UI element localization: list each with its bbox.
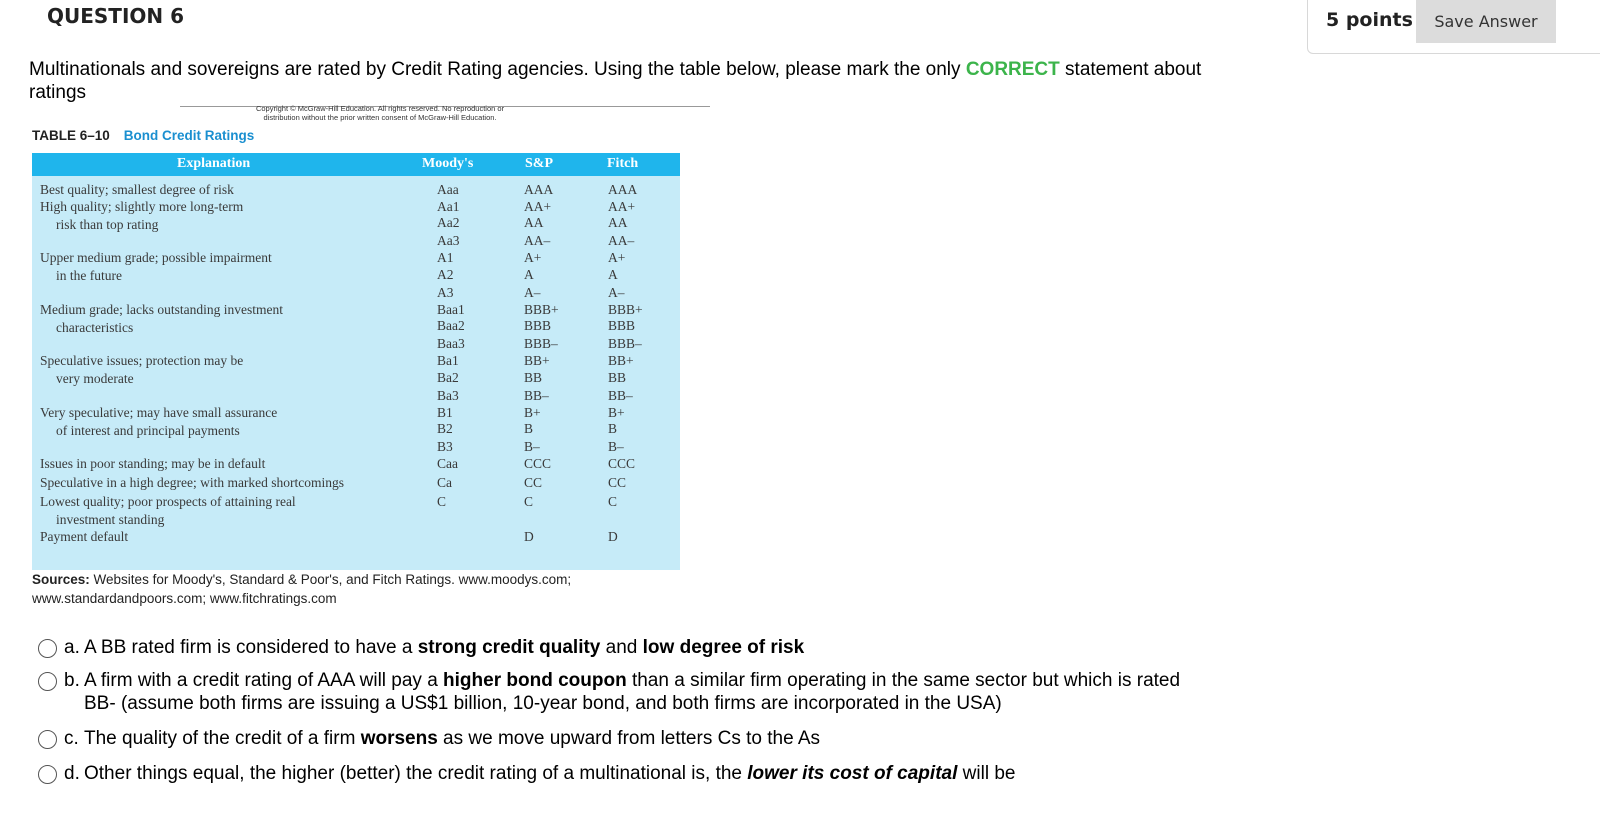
option-segment: The quality of the credit of a firm — [84, 728, 361, 749]
sp-rating: BBB– — [524, 336, 558, 351]
explanation-line: High quality; slightly more long-term — [40, 199, 244, 214]
option-letter: a. — [64, 637, 80, 658]
moodys-rating: Baa1 — [437, 302, 465, 317]
table-caption — [32, 128, 254, 143]
sp-rating: AA– — [524, 233, 551, 248]
moodys-rating: Ba3 — [437, 388, 459, 403]
option-letter: d. — [64, 763, 80, 784]
option-emphasis: lower its cost of capital — [747, 763, 958, 784]
radio-button[interactable] — [38, 672, 57, 691]
sp-rating: AAA — [524, 182, 554, 197]
moodys-rating: Baa2 — [437, 318, 465, 333]
fitch-rating: BBB– — [608, 336, 642, 351]
copyright-line-1: Copyright © McGraw-Hill Education. All rights reserved. No reproduction or — [255, 104, 505, 113]
fitch-rating: BB+ — [608, 353, 634, 368]
fitch-rating: B– — [608, 439, 624, 454]
sp-rating: C — [524, 494, 534, 509]
sp-rating: A– — [524, 285, 541, 300]
fitch-rating: BBB — [608, 318, 636, 333]
sources-line-1: Websites for Moody's, Standard & Poor's, and Fitch Ratings. www.moodys.com; — [93, 572, 572, 587]
prompt-highlight-correct: CORRECT — [965, 59, 1060, 80]
explanation-cell — [40, 404, 277, 440]
explanation-cell — [40, 474, 344, 492]
fitch-rating: AA– — [608, 233, 635, 248]
moodys-rating: B2 — [437, 421, 453, 436]
option-emphasis: low degree of risk — [642, 637, 805, 658]
option-text — [84, 727, 1194, 750]
option-segment: A BB rated firm is considered to have a — [84, 637, 418, 658]
sp-rating: D — [524, 529, 534, 544]
option-segment: Other things equal, the higher (better) the credit rating of a multinational is, the — [84, 763, 748, 784]
radio-button[interactable] — [38, 765, 57, 784]
explanation-line: very moderate — [56, 371, 134, 386]
explanation-line: Upper medium grade; possible impairment — [40, 250, 272, 265]
explanation-cell — [40, 249, 272, 285]
explanation-line: Issues in poor standing; may be in default — [40, 456, 266, 471]
fitch-rating: AAA — [608, 182, 638, 197]
sp-rating: B+ — [524, 405, 541, 420]
sources-label: Sources: — [32, 572, 90, 587]
fitch-rating: A– — [608, 285, 625, 300]
ratings-table — [32, 153, 680, 570]
explanation-line: Speculative issues; protection may be — [40, 353, 244, 368]
copyright-line-2: distribution without the prior written consent of McGraw-Hill Education. — [263, 113, 497, 122]
explanation-line: in the future — [56, 268, 122, 283]
fitch-rating: CC — [608, 475, 627, 490]
moodys-rating: A1 — [437, 250, 454, 265]
prompt-text-before: Multinationals and sovereigns are rated by Credit Rating agencies. Using the table below, please mark the only — [29, 59, 966, 80]
header-sp: S&P — [525, 156, 553, 171]
sp-rating: A — [524, 267, 534, 282]
sp-rating: B — [524, 421, 534, 436]
fitch-rating: B+ — [608, 405, 625, 420]
explanation-line: Medium grade; lacks outstanding investment — [40, 302, 283, 317]
table-sources — [32, 570, 571, 608]
copyright-notice — [210, 104, 550, 122]
moodys-rating: Aaa — [437, 182, 459, 197]
option-text — [84, 762, 1194, 785]
moodys-rating: Aa2 — [437, 215, 460, 230]
fitch-rating: AA+ — [608, 199, 636, 214]
moodys-rating: Ba2 — [437, 370, 459, 385]
moodys-rating: C — [437, 494, 447, 509]
explanation-cell — [40, 181, 234, 199]
sp-rating: BBB — [524, 318, 552, 333]
explanation-line: investment standing — [56, 512, 165, 527]
explanation-line: Lowest quality; poor prospects of attaining real — [40, 494, 296, 509]
option-emphasis: higher bond coupon — [443, 670, 627, 691]
option-text — [84, 669, 1194, 715]
header-fitch: Fitch — [607, 156, 639, 171]
sp-rating: AA — [524, 215, 544, 230]
explanation-cell — [40, 198, 243, 234]
explanation-line: Very speculative; may have small assurance — [40, 405, 278, 420]
option-letter: c. — [64, 728, 79, 749]
question-title: QUESTION 6 — [47, 4, 185, 28]
table-title: Bond Credit Ratings — [123, 128, 255, 143]
explanation-cell — [40, 455, 265, 473]
fitch-rating: B — [608, 421, 618, 436]
explanation-cell — [40, 493, 296, 529]
prompt-text-after: statement about ratings — [29, 59, 1202, 103]
bond-ratings-figure — [30, 104, 682, 620]
sp-rating: AA+ — [524, 199, 552, 214]
table-number: TABLE 6–10 — [32, 128, 110, 143]
moodys-rating: A3 — [437, 285, 454, 300]
sp-rating: CC — [524, 475, 543, 490]
fitch-rating: BB– — [608, 388, 633, 403]
header-explanation: Explanation — [177, 156, 251, 171]
explanation-line: Speculative in a high degree; with marked shortcomings — [40, 475, 345, 490]
moodys-rating: Caa — [437, 456, 458, 471]
option-emphasis: worsens — [360, 728, 438, 749]
explanation-line: risk than top rating — [56, 217, 159, 232]
fitch-rating: BBB+ — [608, 302, 643, 317]
fitch-rating: A — [608, 267, 618, 282]
radio-button[interactable] — [38, 639, 57, 658]
table-header-row — [32, 153, 680, 176]
fitch-rating: BB — [608, 370, 627, 385]
moodys-rating: A2 — [437, 267, 454, 282]
moodys-rating: Aa3 — [437, 233, 460, 248]
moodys-rating: Aa1 — [437, 199, 460, 214]
moodys-rating: B3 — [437, 439, 453, 454]
points-panel — [1307, 0, 1600, 54]
explanation-line: characteristics — [56, 320, 134, 335]
sp-rating: BB — [524, 370, 543, 385]
option-segment: A firm with a credit rating of AAA will pay a — [84, 670, 444, 691]
option-segment: than a similar firm operating in the same sector but which is rated BB- (assume both firms are issuing a US$1 billion, 10-year bond, and both firms are incorporated in the USA) — [84, 670, 1181, 714]
option-segment: and — [600, 637, 643, 658]
explanation-line: Payment default — [40, 529, 129, 544]
points-label: 5 points — [1326, 9, 1413, 31]
explanation-cell — [40, 301, 283, 337]
explanation-cell — [40, 528, 128, 546]
option-segment: as we move upward from letters Cs to the As — [437, 728, 821, 749]
moodys-rating: Baa3 — [437, 336, 465, 351]
explanation-line: of interest and principal payments — [56, 423, 240, 438]
save-answer-button[interactable]: Save Answer — [1416, 0, 1556, 43]
sources-line-2: www.standardandpoors.com; www.fitchratings.com — [32, 591, 337, 606]
header-moodys: Moody's — [422, 156, 474, 171]
fitch-rating: CCC — [608, 456, 636, 471]
option-segment: will be — [957, 763, 1016, 784]
fitch-rating: D — [608, 529, 618, 544]
option-letter: b. — [64, 670, 80, 691]
sp-rating: BB– — [524, 388, 549, 403]
sp-rating: BBB+ — [524, 302, 559, 317]
fitch-rating: AA — [608, 215, 628, 230]
explanation-cell — [40, 352, 243, 388]
radio-button[interactable] — [38, 730, 57, 749]
sp-rating: CCC — [524, 456, 552, 471]
explanation-line: Best quality; smallest degree of risk — [40, 182, 234, 197]
option-text — [84, 636, 1194, 659]
moodys-rating: Ca — [437, 475, 452, 490]
question-prompt — [29, 58, 1229, 104]
fitch-rating: C — [608, 494, 618, 509]
sp-rating: A+ — [524, 250, 542, 265]
moodys-rating: B1 — [437, 405, 453, 420]
sp-rating: BB+ — [524, 353, 550, 368]
fitch-rating: A+ — [608, 250, 626, 265]
moodys-rating: Ba1 — [437, 353, 459, 368]
option-emphasis: strong credit quality — [417, 637, 601, 658]
sp-rating: B– — [524, 439, 540, 454]
